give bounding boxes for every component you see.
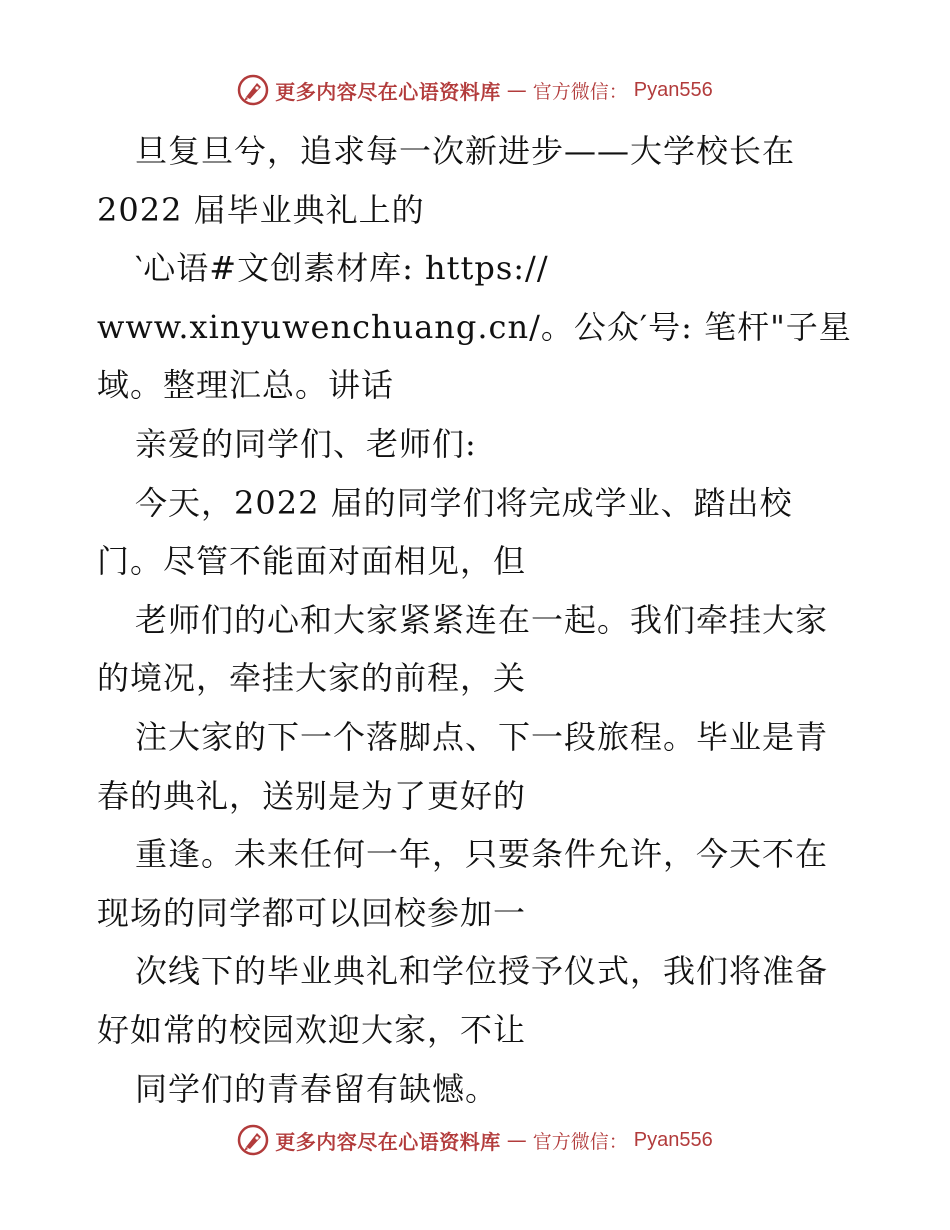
banner-dash: — <box>506 78 527 102</box>
pen-nib-logo-icon <box>237 1124 269 1156</box>
banner-wechat-label: 官方微信： <box>532 80 628 103</box>
text-line: 2022 届毕业典礼上的 <box>97 190 425 229</box>
text-line: www.xinyuwenchuang.cn/。公众′号: 笔杆"子星 <box>97 307 852 346</box>
banner-brand-text: 更多内容尽在心语资料库 <box>275 79 501 104</box>
banner-dash: — <box>506 1128 527 1152</box>
banner-wechat-label: 官方微信： <box>532 1130 628 1153</box>
text-line: 好如常的校园欢迎大家，不让 <box>97 1010 527 1049</box>
pen-nib-logo-icon <box>237 74 269 106</box>
text-line: 注大家的下一个落脚点、下一段旅程。毕业是青 <box>135 717 829 756</box>
text-line: 今天，2022 届的同学们将完成学业、踏出校 <box>135 483 793 522</box>
text-line: 域。整理汇总。讲话 <box>97 366 395 405</box>
text-line: 现场的同学都可以回校参加一 <box>97 893 527 932</box>
text-line: 的境况，牵挂大家的前程，关 <box>97 659 527 698</box>
text-line: 春的典礼，送别是为了更好的 <box>97 776 527 815</box>
text-line: 旦复旦兮，追求每一次新进步——大学校长在 <box>135 132 796 170</box>
text-line: 老师们的心和大家紧紧连在一起。我们牵挂大家 <box>135 600 829 639</box>
banner-wechat-id: Pyan556 <box>633 78 713 101</box>
text-line: 重逢。未来任何一年，只要条件允许，今天不在 <box>135 835 829 874</box>
banner-brand-text: 更多内容尽在心语资料库 <box>275 1129 501 1154</box>
text-line: 次线下的毕业典礼和学位授予仪式，我们将准备 <box>135 952 829 991</box>
text-line: 同学们的青春留有缺憾。 <box>135 1069 499 1108</box>
text-line: 亲爱的同学们、老师们: <box>135 424 477 463</box>
document-body <box>97 122 857 1118</box>
text-line: 门。尽管不能面对面相见，但 <box>97 542 527 581</box>
footer-banner <box>0 1120 950 1160</box>
banner-wechat-id: Pyan556 <box>633 1128 713 1151</box>
text-line: ‵心语#文创素材库: https:// <box>135 249 549 288</box>
header-banner <box>0 70 950 110</box>
